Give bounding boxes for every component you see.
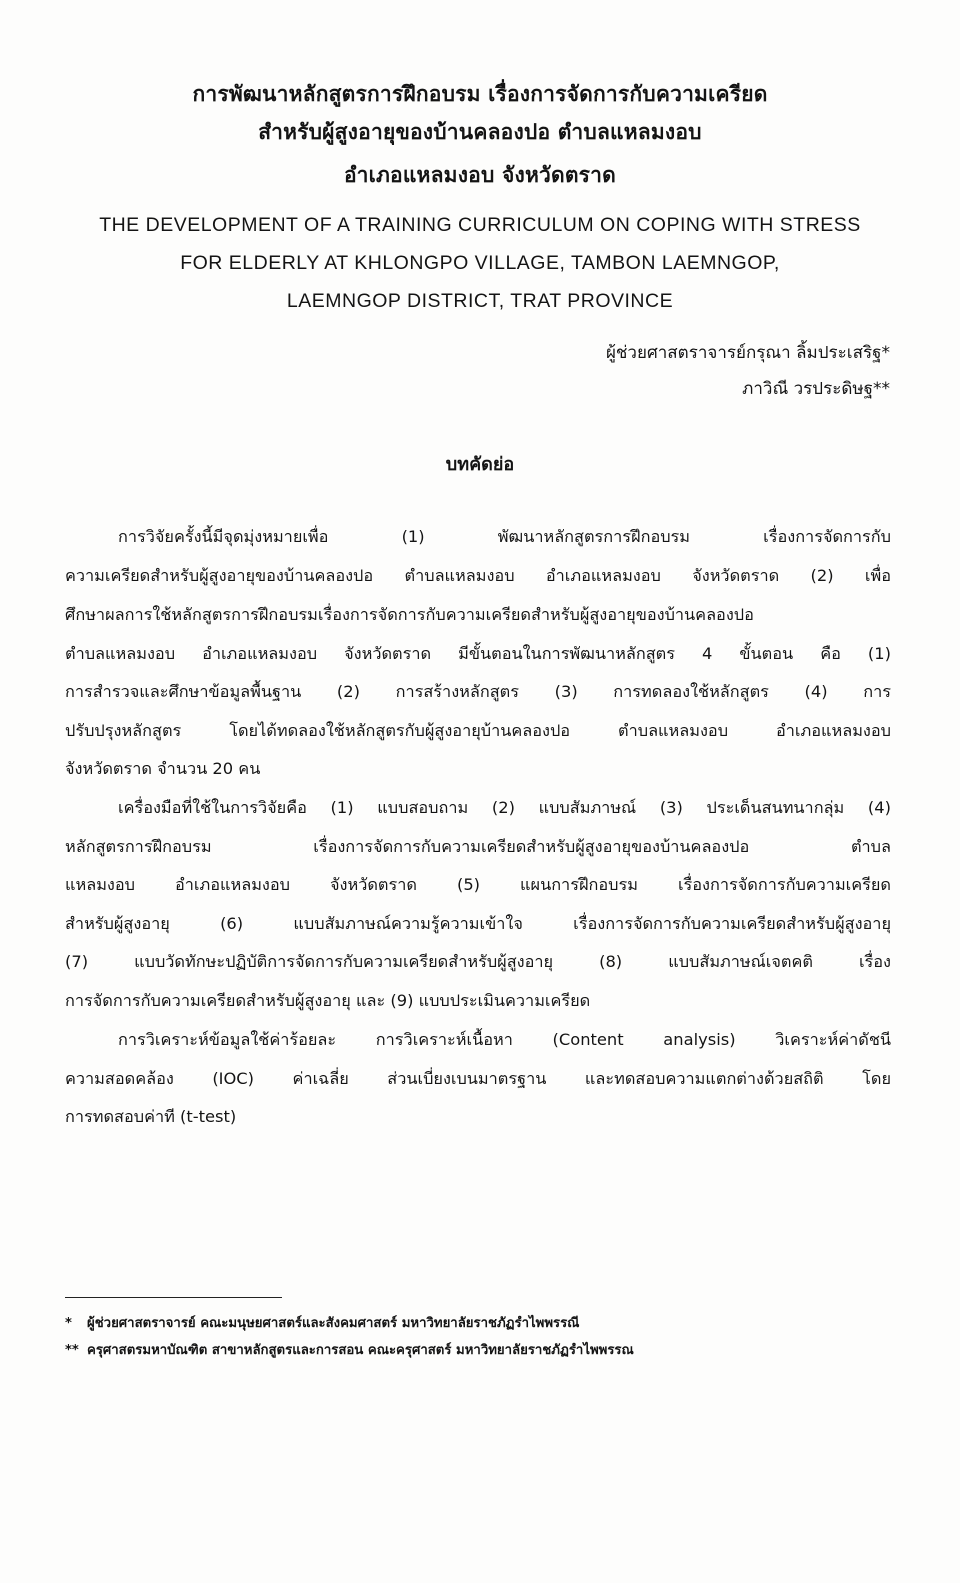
thai-title-line-1: การพัฒนาหลักสูตรการฝึกอบรม เรื่องการจัดการกับความเครียด (192, 82, 768, 106)
footnote-marker: * (65, 1316, 72, 1331)
footnote-divider (65, 1297, 282, 1298)
abstract-line: ศึกษาผลการใช้หลักสูตรการฝึกอบรมเรื่องการจัดการกับความเครียดสำหรับผู้สูงอายุของบ้านคลองปอ (65, 605, 754, 624)
footnote-text: ครุศาสตรมหาบัณฑิต สาขาหลักสูตรและการสอน คณะครุศาสตร์ มหาวิทยาลัยราชภัฏรำไพพรรณ (87, 1343, 634, 1358)
abstract-line: (7) แบบวัดทักษะปฏิบัติการจัดการกับความเครียดสำหรับผู้สูงอายุ (8) แบบสัมภาษณ์เจตคติ เรื่อง (65, 952, 891, 971)
english-title-line-1: THE DEVELOPMENT OF A TRAINING CURRICULUM ON COPING WITH STRESS (99, 214, 861, 236)
abstract-line: หลักสูตรการฝึกอบรม เรื่องการจัดการกับความเครียดสำหรับผู้สูงอายุของบ้านคลองปอ ตำบล (65, 837, 891, 856)
abstract-line: ปรับปรุงหลักสูตร โดยได้ทดลองใช้หลักสูตรกับผู้สูงอายุบ้านคลองปอ ตำบลแหลมงอบ อำเภอแหลมงอบ (65, 721, 891, 740)
abstract-heading: บทคัดย่อ (445, 454, 515, 475)
english-title-line-3: LAEMNGOP DISTRICT, TRAT PROVINCE (286, 290, 674, 312)
author-2: ภาวิณี วรประดิษฐ** (742, 379, 890, 399)
abstract-line: การวิเคราะห์ข้อมูลใช้ค่าร้อยละ การวิเคราะห์เนื้อหา (Content analysis) วิเคราะห์ค่าดัชนี (118, 1030, 891, 1049)
abstract-line: การวิจัยครั้งนี้มีจุดมุ่งหมายเพื่อ (1) พัฒนาหลักสูตรการฝึกอบรม เรื่องการจัดการกับ (118, 527, 891, 546)
abstract-line: แหลมงอบ อำเภอแหลมงอบ จังหวัดตราด (5) แผนการฝึกอบรม เรื่องการจัดการกับความเครียด (65, 875, 891, 894)
thai-title-line-2: สำหรับผู้สูงอายุของบ้านคลองปอ ตำบลแหลมงอบ (258, 120, 702, 144)
thai-title-line-3: อำเภอแหลมงอบ จังหวัดตราด (343, 163, 616, 187)
abstract-line: จังหวัดตราด จำนวน 20 คน (65, 759, 261, 778)
author-1: ผู้ช่วยศาสตราจารย์กรุณา ลิ้มประเสริฐ* (605, 343, 890, 363)
abstract-line: เครื่องมือที่ใช้ในการวิจัยคือ (1) แบบสอบถาม (2) แบบสัมภาษณ์ (3) ประเด็นสนทนากลุ่ม (4) (118, 798, 891, 817)
footnote-text: ผู้ช่วยศาสตราจารย์ คณะมนุษยศาสตร์และสังคมศาสตร์ มหาวิทยาลัยราชภัฏรำไพพรรณี (87, 1316, 580, 1331)
abstract-line: การทดสอบค่าที (t-test) (65, 1107, 237, 1126)
abstract-line: ตำบลแหลมงอบ อำเภอแหลมงอบ จังหวัดตราด มีขั้นตอนในการพัฒนาหลักสูตร 4 ขั้นตอน คือ (1) (65, 644, 891, 663)
footnote-2 (65, 1339, 634, 1360)
english-title-line-2: FOR ELDERLY AT KHLONGPO VILLAGE, TAMBON LAEMNGOP, (180, 252, 780, 274)
abstract-line: สำหรับผู้สูงอายุ (6) แบบสัมภาษณ์ความรู้ความเข้าใจ เรื่องการจัดการกับความเครียดสำหรับผู้สูงอายุ (65, 914, 891, 933)
abstract-line: การจัดการกับความเครียดสำหรับผู้สูงอายุ และ (9) แบบประเมินความเครียด (65, 991, 591, 1010)
footnote-marker: ** (65, 1343, 79, 1358)
abstract-line: ความสอดคล้อง (IOC) ค่าเฉลี่ย ส่วนเบี่ยงเบนมาตรฐาน และทดสอบความแตกต่างด้วยสถิติ โดย (65, 1069, 891, 1088)
abstract-line: การสำรวจและศึกษาข้อมูลพื้นฐาน (2) การสร้างหลักสูตร (3) การทดลองใช้หลักสูตร (4) การ (65, 682, 891, 701)
abstract-line: ความเครียดสำหรับผู้สูงอายุของบ้านคลองปอ ตำบลแหลมงอบ อำเภอแหลมงอบ จังหวัดตราด (2) เพื่อ (65, 566, 891, 585)
footnote-1 (65, 1312, 579, 1333)
